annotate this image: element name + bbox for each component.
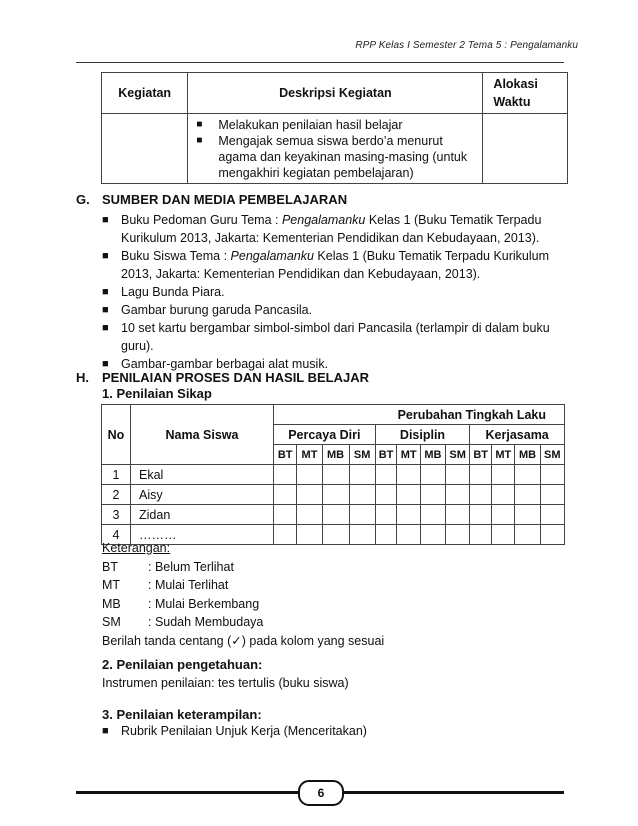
check-cell[interactable] [420, 485, 445, 505]
bullet-icon: ■ [102, 358, 109, 370]
table-row: 3 Zidan [102, 505, 565, 525]
check-cell[interactable] [274, 485, 297, 505]
check-cell[interactable] [397, 505, 420, 525]
check-cell[interactable] [349, 485, 375, 505]
check-cell[interactable] [515, 485, 540, 505]
check-cell[interactable] [349, 505, 375, 525]
list-item: ■ Gambar burung garuda Pancasila. [102, 303, 313, 317]
level-header: BT [274, 445, 297, 465]
keterangan-title: Keterangan: [102, 541, 171, 555]
bullet-icon: ■ [102, 304, 109, 316]
check-cell[interactable] [420, 505, 445, 525]
col-nama: Nama Siswa [131, 405, 274, 465]
check-cell[interactable] [375, 465, 397, 485]
check-cell[interactable] [446, 465, 470, 485]
penilaian-sikap-table [101, 404, 565, 545]
list-item: ■ Gambar-gambar berbagai alat musik. [102, 357, 329, 371]
table-row: 1 Ekal [102, 465, 565, 485]
kegiatan-table [101, 72, 568, 184]
level-header: MT [492, 445, 515, 465]
check-cell[interactable] [492, 505, 515, 525]
list-item: ■ Buku Pedoman Guru Tema : Pengalamanku Kelas 1 (Buku Tematik Terpadu Kurikulum 2013, Jakarta: Kementerian Pendidikan dan Kebudayaan, 2013). [102, 213, 542, 245]
check-cell[interactable] [297, 485, 322, 505]
section-g-letter: G. [76, 192, 90, 207]
group-disiplin: Disiplin [375, 425, 470, 445]
col-no: No [102, 405, 131, 465]
check-cell[interactable] [540, 485, 564, 505]
col-alokasi: Alokasi Waktu [483, 73, 568, 114]
deskripsi-item: ■ Mengajak semua siswa berdo’a menurut agama dan keyakinan masing-masing (untuk mengakhiri kegiatan pembelajaran) [192, 133, 478, 181]
header-divider [76, 62, 564, 63]
col-deskripsi: Deskripsi Kegiatan [188, 73, 483, 114]
level-header: MB [322, 445, 349, 465]
table-row: 2 Aisy [102, 485, 565, 505]
check-cell[interactable] [515, 465, 540, 485]
list-item: ■ 10 set kartu bergambar simbol-simbol dari Pancasila (terlampir di dalam buku guru). [102, 321, 550, 353]
level-header: MT [297, 445, 322, 465]
legend-item: MB : Mulai Berkembang [102, 596, 260, 611]
check-cell[interactable] [297, 465, 322, 485]
check-cell[interactable] [397, 465, 420, 485]
level-header: MB [420, 445, 445, 465]
bullet-icon: ■ [102, 286, 109, 298]
col-kegiatan: Kegiatan [102, 73, 188, 114]
legend-item: SM : Sudah Membudaya [102, 615, 264, 629]
check-cell[interactable] [470, 485, 492, 505]
check-cell[interactable] [420, 465, 445, 485]
legend-item: BT : Belum Terlihat [102, 559, 234, 574]
section-g-list [102, 211, 564, 373]
alokasi-cell [483, 114, 568, 184]
check-cell[interactable] [446, 485, 470, 505]
instruction-text: Berilah tanda centang (✓) pada kolom yang sesuai [102, 633, 385, 648]
check-cell[interactable] [492, 465, 515, 485]
section-h-title: PENILAIAN PROSES DAN HASIL BELAJAR [102, 370, 370, 385]
check-cell[interactable] [322, 465, 349, 485]
check-cell[interactable] [397, 485, 420, 505]
check-cell[interactable] [470, 505, 492, 525]
legend-item: MT : Mulai Terlihat [102, 578, 229, 592]
check-cell[interactable] [349, 465, 375, 485]
group-percaya-diri: Percaya Diri [274, 425, 376, 445]
list-item: ■ Lagu Bunda Piara. [102, 285, 225, 299]
page-header-title: RPP Kelas I Semester 2 Tema 5 : Pengalamanku [355, 40, 578, 51]
footer-line-left [76, 791, 298, 794]
deskripsi-cell [188, 114, 483, 184]
table-row: 4 ……… [102, 525, 565, 545]
section-h-letter: H. [76, 370, 89, 385]
kegiatan-cell [102, 114, 188, 184]
footer-line-right [340, 791, 564, 794]
check-cell[interactable] [540, 465, 564, 485]
bullet-icon: ■ [196, 119, 203, 130]
bullet-icon: ■ [196, 135, 203, 146]
check-cell[interactable] [274, 505, 297, 525]
check-cell[interactable] [322, 505, 349, 525]
section-g-title: SUMBER DAN MEDIA PEMBELAJARAN [102, 192, 348, 207]
penilaian-sikap-heading: 1. Penilaian Sikap [102, 386, 212, 401]
level-header: MB [515, 445, 540, 465]
check-cell[interactable] [297, 505, 322, 525]
check-cell[interactable] [446, 505, 470, 525]
level-header: MT [397, 445, 420, 465]
perubahan-header: Perubahan Tingkah Laku [274, 405, 565, 425]
level-header: SM [446, 445, 470, 465]
bullet-icon: ■ [102, 725, 109, 737]
check-cell[interactable] [540, 505, 564, 525]
bullet-icon: ■ [102, 322, 109, 334]
penilaian-keterampilan-heading: 3. Penilaian keterampilan: [102, 707, 262, 722]
check-cell[interactable] [322, 485, 349, 505]
check-cell[interactable] [375, 485, 397, 505]
check-cell[interactable] [375, 505, 397, 525]
group-kerjasama: Kerjasama [470, 425, 565, 445]
page-number: 6 [298, 780, 344, 806]
level-header: BT [470, 445, 492, 465]
check-cell[interactable] [515, 505, 540, 525]
pengetahuan-text: Instrumen penilaian: tes tertulis (buku siswa) [102, 676, 349, 690]
check-cell[interactable] [492, 485, 515, 505]
bullet-icon: ■ [102, 214, 109, 226]
level-header: SM [540, 445, 564, 465]
level-header: SM [349, 445, 375, 465]
deskripsi-item: ■ Melakukan penilaian hasil belajar [192, 117, 478, 133]
list-item: ■ Buku Siswa Tema : Pengalamanku Kelas 1 (Buku Tematik Terpadu Kurikulum 2013, Jakarta: Kementerian Pendidikan dan Kebudayaan, 2013). [102, 249, 550, 281]
penilaian-pengetahuan-heading: 2. Penilaian pengetahuan: [102, 657, 263, 672]
check-cell[interactable] [274, 465, 297, 485]
level-header: BT [375, 445, 397, 465]
list-item: ■ Rubrik Penilaian Unjuk Kerja (Menceritakan) [102, 724, 367, 738]
bullet-icon: ■ [102, 250, 109, 262]
check-cell[interactable] [470, 465, 492, 485]
keterangan-block [102, 539, 562, 650]
